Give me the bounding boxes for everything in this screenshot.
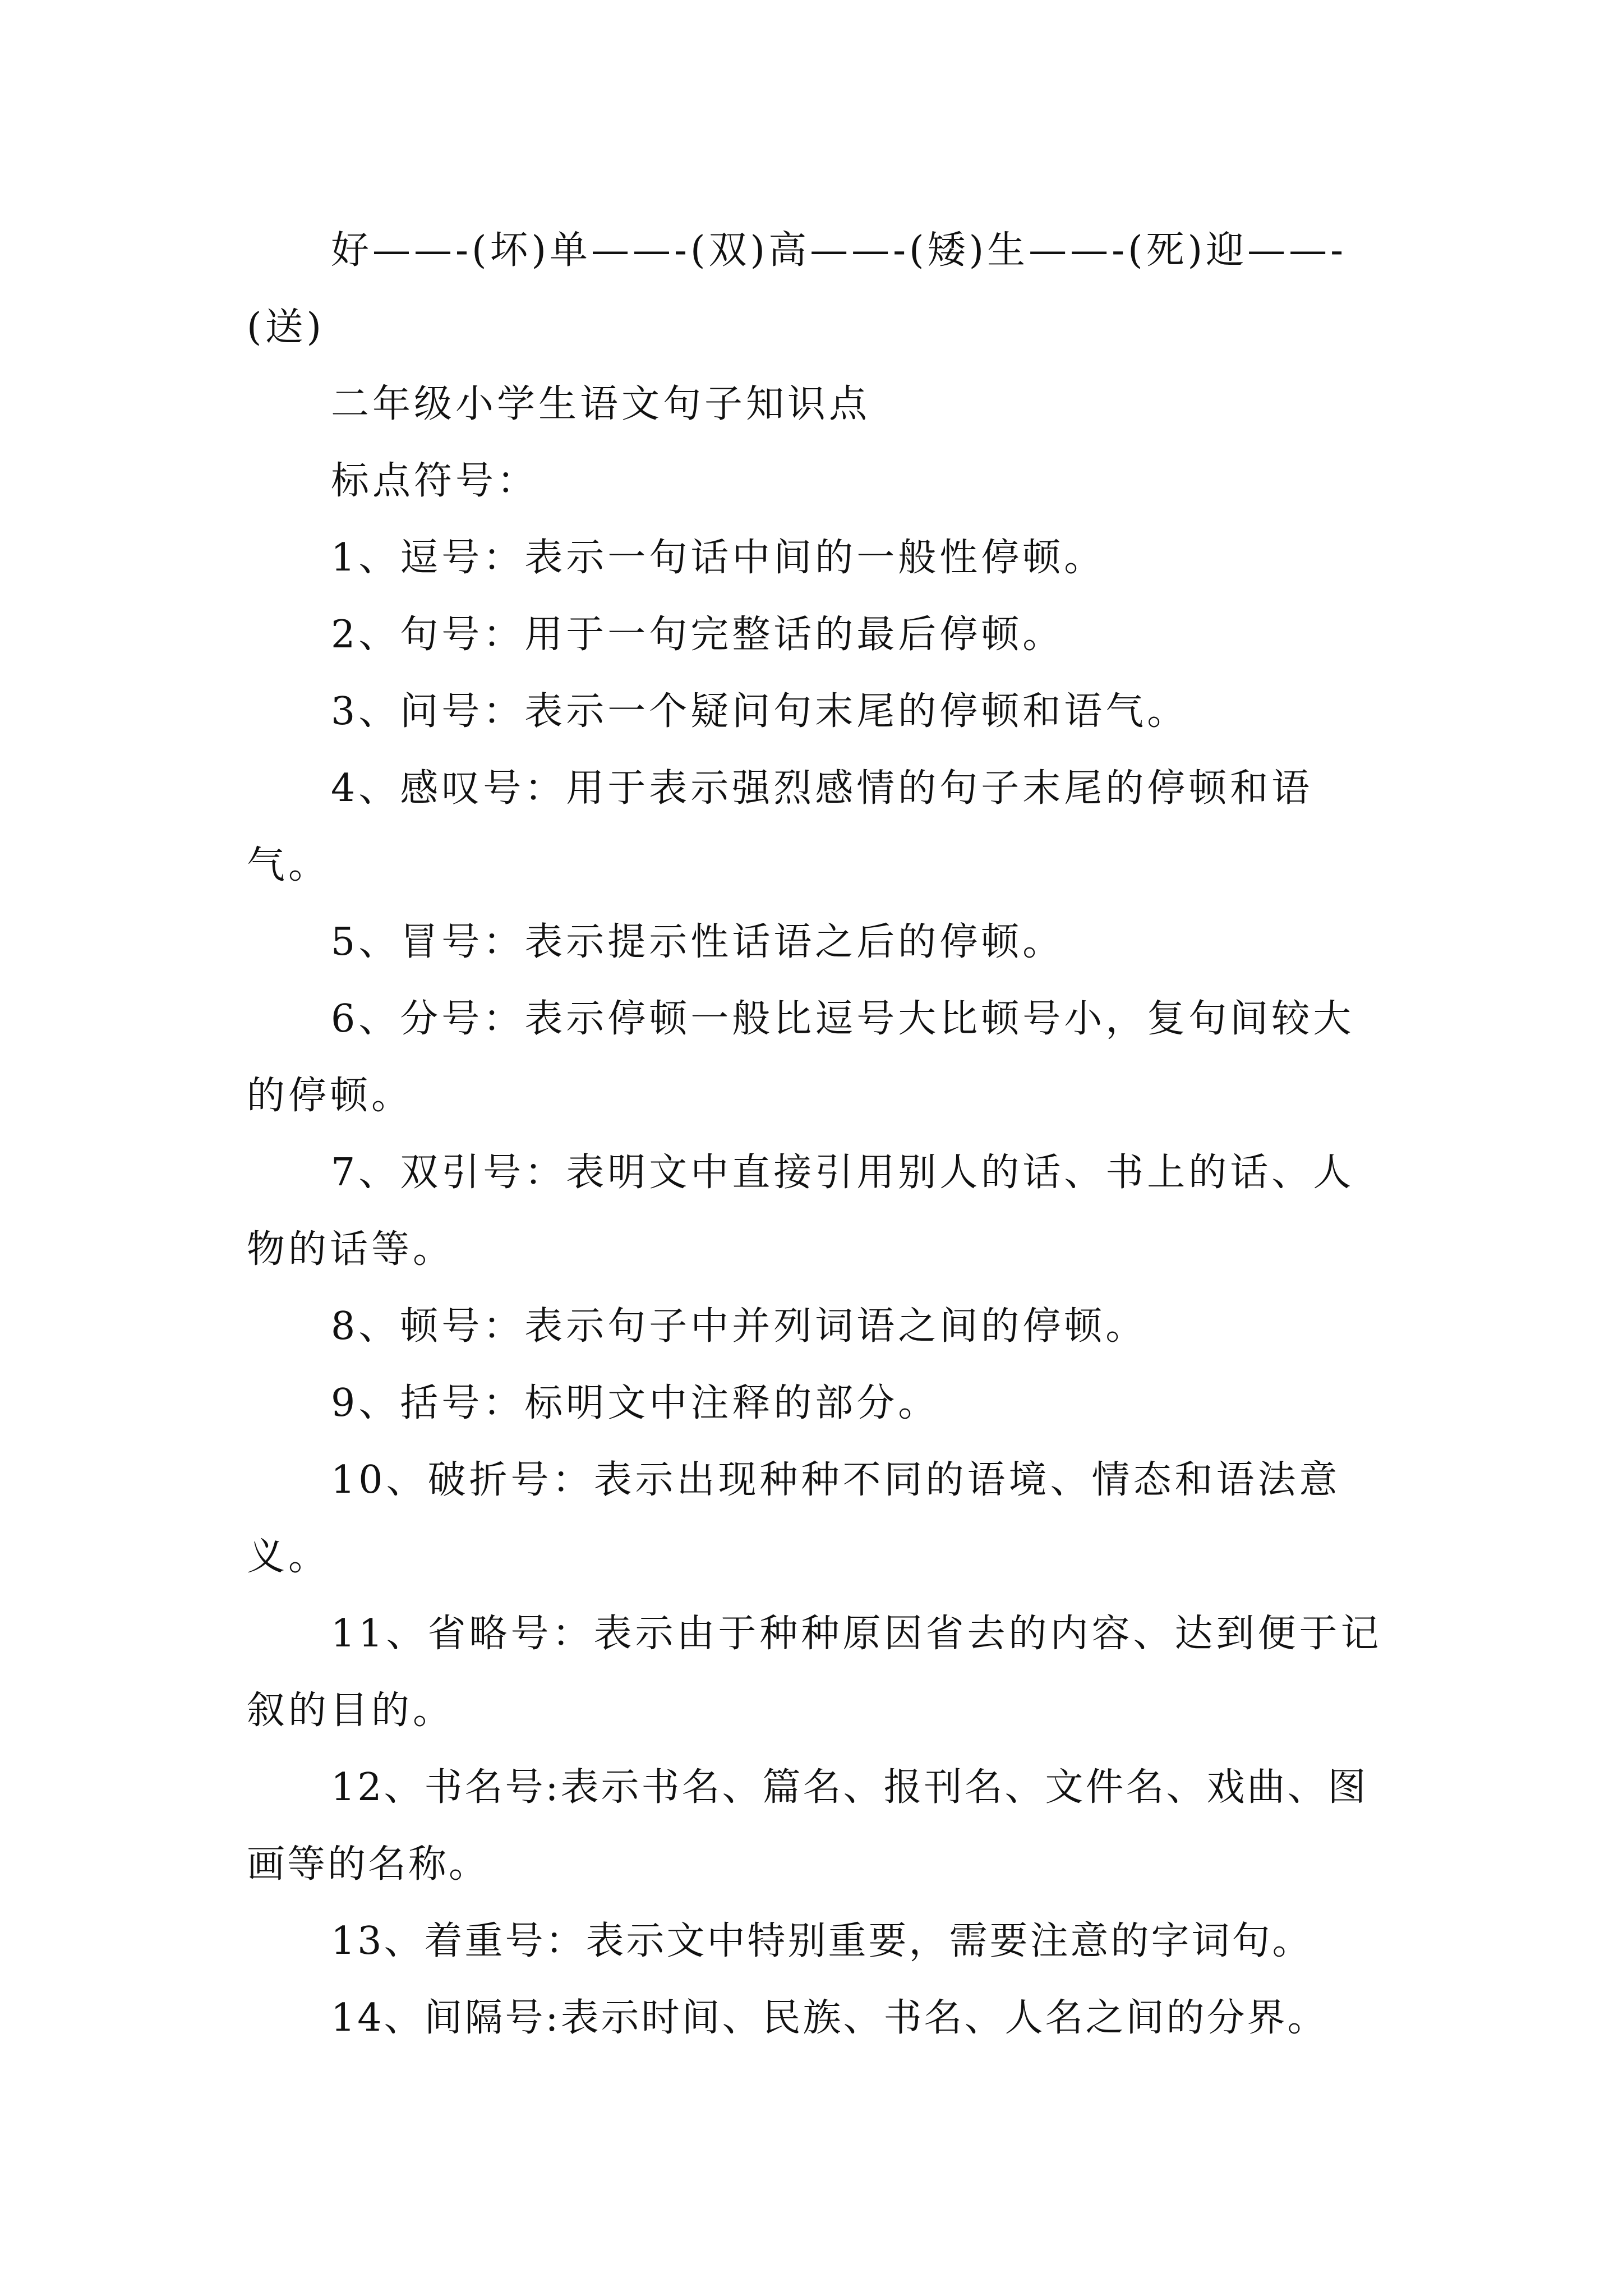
- list-item-enumeration-comma: 8、顿号：表示句子中并列词语之间的停顿。: [331, 1304, 1147, 1349]
- list-item-emphasis-dots: 13、着重号：表示文中特别重要，需要注意的字词句。: [331, 1919, 1313, 1963]
- list-item-double-quotes: 7、双引号：表明文中直接引用别人的话、书上的话、人物的话等。: [247, 1151, 1355, 1272]
- punctuation-heading: 标点符号：: [331, 459, 539, 503]
- list-item-ellipsis: 11、省略号：表示由于种种原因省去的内容、达到便于记叙的目的。: [247, 1612, 1382, 1733]
- list-item-interpunct: 14、间隔号:表示时间、民族、书名、人名之间的分界。: [331, 1996, 1328, 2040]
- list-item-semicolon: 6、分号：表示停顿一般比逗号大比顿号小，复句间较大的停顿。: [247, 997, 1355, 1118]
- section-title: 二年级小学生语文句子知识点: [331, 382, 871, 426]
- list-item-comma: 1、逗号：表示一句话中间的一般性停顿。: [331, 536, 1106, 580]
- antonym-pairs-line: 好——-(坏)单——-(双)高——-(矮)生——-(死)迎——-(送): [247, 228, 1347, 349]
- list-item-brackets: 9、括号：标明文中注释的部分。: [331, 1381, 940, 1425]
- document-body: [247, 212, 1391, 2056]
- list-item-dash: 10、破折号：表示出现种种不同的语境、情态和语法意义。: [247, 1458, 1341, 1579]
- list-item-colon: 5、冒号：表示提示性话语之后的停顿。: [331, 920, 1064, 964]
- list-item-period: 2、句号：用于一句完整话的最后停顿。: [331, 613, 1064, 657]
- list-item-title-marks: 12、书名号:表示书名、篇名、报刊名、文件名、戏曲、图画等的名称。: [247, 1765, 1368, 1887]
- list-item-question-mark: 3、问号：表示一个疑问句末尾的停顿和语气。: [331, 689, 1189, 734]
- list-item-exclamation-mark: 4、感叹号：用于表示强烈感情的句子末尾的停顿和语气。: [247, 766, 1313, 887]
